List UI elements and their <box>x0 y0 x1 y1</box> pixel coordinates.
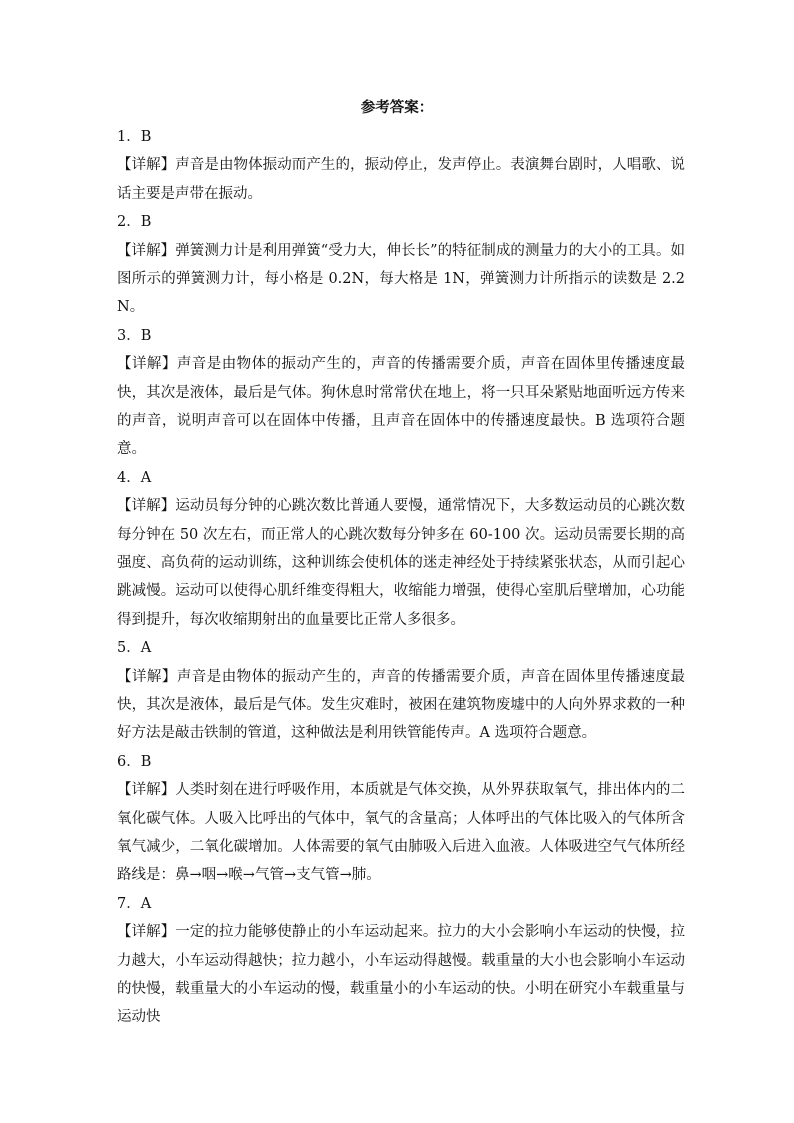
explanation-text: 人类时刻在进行呼吸作用，本质就是气体交换，从外界获取氧气，排出体内的二氧化碳气体。人吸入比呼出的气体中，氧气的含量高；人体呼出的气体比吸入的气体所含氧气减少，二氧化碳增加。人体需要的氧气由肺吸入后进入血液。人体吸进空气气体所经路线是：鼻→咽→喉→气管→支气管→肺。 <box>117 782 685 884</box>
answer-number: 6．B <box>117 753 152 770</box>
answer-number: 4．A <box>117 469 152 486</box>
explanation-text: 声音是由物体振动而产生的，振动停止，发声停止。表演舞台剧时，人唱歌、说话主要是声带在振动。 <box>117 157 685 202</box>
detail-tag: 【详解】 <box>117 157 176 174</box>
explanation-text: 一定的拉力能够使静止的小车运动起来。拉力的大小会影响小车运动的快慢，拉力越大，小车运动得越快；拉力越小，小车运动得越慢。载重量的大小也会影响小车运动的快慢，载重量大的小车运动的慢，载重量小的小车运动的快。小明在研究小车载重量与运动快 <box>117 924 685 1026</box>
detail-tag: 【详解】 <box>117 782 176 799</box>
answer-explanation <box>117 776 685 890</box>
answer-item <box>117 208 685 322</box>
explanation-text: 运动员每分钟的心跳次数比普通人要慢，通常情况下，大多数运动员的心跳次数每分钟在 50 次左右，而正常人的心跳次数每分钟多在 60-100 次。运动员需要长期的高强度、高负荷的运动训练，这种训练会使机体的迷走神经处于持续紧张状态，从而引起心跳减慢。运动可以使得心肌纤维变得粗大，收缩能力增强，使得心室肌后壁增加，心功能得到提升，每次收缩期射出的血量要比正常人多很多。 <box>117 498 685 628</box>
answer-explanation <box>117 350 685 464</box>
answer-item <box>117 748 685 890</box>
answer-explanation <box>117 151 685 208</box>
answer-item <box>117 890 685 1032</box>
answer-item <box>117 464 685 634</box>
explanation-text: 弹簧测力计是利用弹簧“受力大，伸长长”的特征制成的测量力的大小的工具。如图所示的弹簧测力计，每小格是 0.2N，每大格是 1N，弹簧测力计所指示的读数是 2.2N。 <box>117 242 686 316</box>
answer-explanation <box>117 237 685 322</box>
detail-tag: 【详解】 <box>117 356 177 373</box>
answer-explanation <box>117 663 685 748</box>
answer-item <box>117 123 685 208</box>
detail-tag: 【详解】 <box>117 924 176 941</box>
explanation-text: 声音是由物体的振动产生的，声音的传播需要介质，声音在固体里传播速度最快，其次是液体，最后是气体。发生灾难时，被困在建筑物废墟中的人向外界求救的一种好方法是敲击铁制的管道，这种做法是利用铁管能传声。A 选项符合题意。 <box>117 668 686 742</box>
detail-tag: 【详解】 <box>117 668 177 685</box>
page-title: 参考答案： <box>360 99 434 116</box>
detail-tag: 【详解】 <box>117 498 176 515</box>
answer-number: 1．B <box>117 129 152 145</box>
explanation-text: 声音是由物体的振动产生的，声音的传播需要介质，声音在固体里传播速度最快，其次是液体，最后是气体。狗休息时常常伏在地上，将一只耳朵紧贴地面听远方传来的声音，说明声音可以在固体中传播，且声音在固体中的传播速度最快。B 选项符合题意。 <box>117 356 686 458</box>
answer-explanation <box>117 492 685 634</box>
answer-number: 7．A <box>117 895 152 912</box>
answer-explanation <box>117 918 685 1032</box>
answer-number: 5．A <box>117 640 152 657</box>
detail-tag: 【详解】 <box>117 242 176 259</box>
answer-item <box>117 634 685 748</box>
answer-list <box>117 123 685 1032</box>
answer-item <box>117 322 685 464</box>
answer-number: 3．B <box>117 327 152 344</box>
answer-number: 2．B <box>117 214 152 231</box>
